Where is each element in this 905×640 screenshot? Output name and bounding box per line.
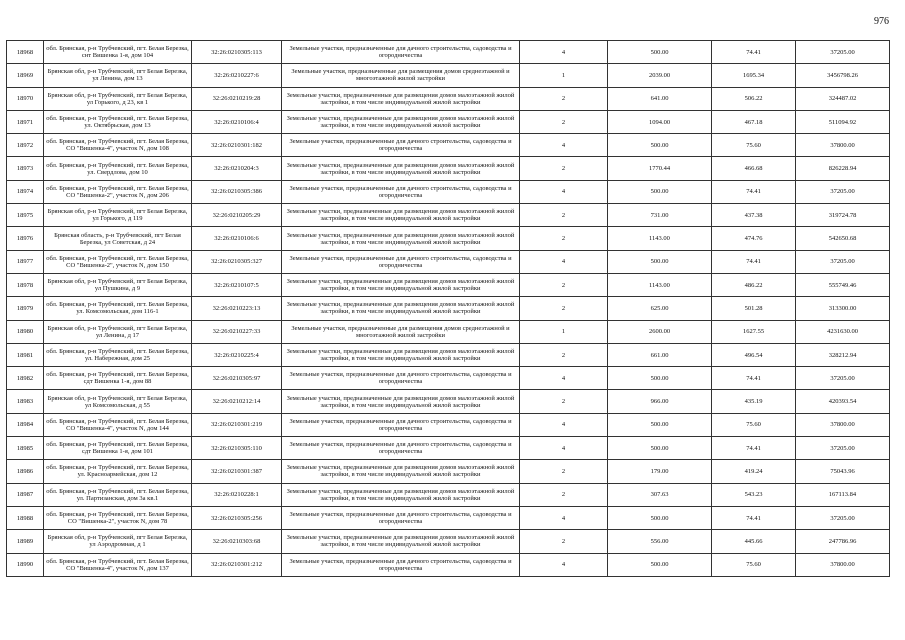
row-number: 18976: [7, 227, 44, 250]
cadastral-value-cell: 37205.00: [796, 506, 890, 529]
row-number: 18984: [7, 413, 44, 436]
cadastral-value-cell: 37205.00: [796, 41, 890, 64]
page-number: 976: [874, 16, 889, 27]
group-cell: 2: [520, 227, 608, 250]
cadastral-value-cell: 555749.46: [796, 273, 890, 296]
area-cell: 1094.00: [608, 110, 712, 133]
specific-value-cell: 486.22: [712, 273, 796, 296]
area-cell: 500.00: [608, 506, 712, 529]
group-cell: 2: [520, 297, 608, 320]
land-use-cell: Земельные участки, предназначенные для размещения домов малоэтажной жилой застройки, в том числе индивидуальной жилой застройки: [282, 343, 520, 366]
cadastral-number-cell: 32:26:0210305:256: [192, 506, 282, 529]
specific-value-cell: 75.60: [712, 134, 796, 157]
cadastral-number-cell: 32:26:0210225:4: [192, 343, 282, 366]
land-use-cell: Земельные участки, предназначенные для дачного строительства, садоводства и огородничества: [282, 134, 520, 157]
group-cell: 4: [520, 134, 608, 157]
cadastral-value-table: [6, 40, 890, 577]
row-number: 18969: [7, 64, 44, 87]
address-cell: Брянская обл, р-н Трубчевский, пгт Белая Березка, ул Горького, д 119: [44, 204, 192, 227]
address-cell: обл. Брянская, р-н Трубчевский, пгт. Белая Березка, ул. Октябрьская, дом 13: [44, 110, 192, 133]
cadastral-value-cell: 3456798.26: [796, 64, 890, 87]
cadastral-value-cell: 167113.84: [796, 483, 890, 506]
cadastral-number-cell: 32:26:0210227:6: [192, 64, 282, 87]
specific-value-cell: 74.41: [712, 367, 796, 390]
group-cell: 4: [520, 180, 608, 203]
cadastral-value-cell: 511094.92: [796, 110, 890, 133]
address-cell: обл. Брянская, р-н Трубчевский, пгт. Белая Березка, ул. Партизанская, дом 3а кв.1: [44, 483, 192, 506]
table-row: [7, 250, 890, 273]
row-number: 18987: [7, 483, 44, 506]
group-cell: 2: [520, 204, 608, 227]
row-number: 18989: [7, 530, 44, 553]
specific-value-cell: 74.41: [712, 180, 796, 203]
row-number: 18971: [7, 110, 44, 133]
table-row: [7, 343, 890, 366]
specific-value-cell: 1627.55: [712, 320, 796, 343]
table-row: [7, 320, 890, 343]
cadastral-number-cell: 32:26:0210107:5: [192, 273, 282, 296]
land-use-cell: Земельные участки, предназначенные для размещения домов малоэтажной жилой застройки, в том числе индивидуальной жилой застройки: [282, 297, 520, 320]
cadastral-value-cell: 37800.00: [796, 413, 890, 436]
land-use-cell: Земельные участки, предназначенные для размещения домов малоэтажной жилой застройки, в том числе индивидуальной жилой застройки: [282, 530, 520, 553]
area-cell: 500.00: [608, 41, 712, 64]
table-row: [7, 87, 890, 110]
cadastral-number-cell: 32:26:0210305:113: [192, 41, 282, 64]
row-number: 18973: [7, 157, 44, 180]
specific-value-cell: 74.41: [712, 506, 796, 529]
land-use-cell: Земельные участки, предназначенные для размещения домов малоэтажной жилой застройки, в том числе индивидуальной жилой застройки: [282, 110, 520, 133]
cadastral-number-cell: 32:26:0210305:110: [192, 437, 282, 460]
table-row: [7, 553, 890, 576]
table-row: [7, 273, 890, 296]
specific-value-cell: 474.76: [712, 227, 796, 250]
cadastral-value-cell: 319724.78: [796, 204, 890, 227]
group-cell: 4: [520, 437, 608, 460]
group-cell: 2: [520, 273, 608, 296]
table-row: [7, 297, 890, 320]
group-cell: 2: [520, 157, 608, 180]
address-cell: обл. Брянская, р-н Трубчевский, пгт. Белая Березка, сдт Вишенка 1-я, дом 101: [44, 437, 192, 460]
cadastral-number-cell: 32:26:0210301:387: [192, 460, 282, 483]
row-number: 18981: [7, 343, 44, 366]
group-cell: 2: [520, 110, 608, 133]
group-cell: 2: [520, 483, 608, 506]
cadastral-number-cell: 32:26:0210227:33: [192, 320, 282, 343]
group-cell: 2: [520, 390, 608, 413]
cadastral-value-cell: 37800.00: [796, 134, 890, 157]
row-number: 18982: [7, 367, 44, 390]
land-use-cell: Земельные участки, предназначенные для дачного строительства, садоводства и огородничества: [282, 180, 520, 203]
land-use-cell: Земельные участки, предназначенные для размещения домов малоэтажной жилой застройки, в том числе индивидуальной жилой застройки: [282, 204, 520, 227]
cadastral-number-cell: 32:26:0210301:219: [192, 413, 282, 436]
area-cell: 966.00: [608, 390, 712, 413]
group-cell: 2: [520, 530, 608, 553]
specific-value-cell: 74.41: [712, 250, 796, 273]
cadastral-value-cell: 37205.00: [796, 437, 890, 460]
cadastral-value-cell: 420393.54: [796, 390, 890, 413]
group-cell: 4: [520, 413, 608, 436]
specific-value-cell: 445.66: [712, 530, 796, 553]
area-cell: 500.00: [608, 413, 712, 436]
cadastral-value-cell: 313300.00: [796, 297, 890, 320]
address-cell: Брянская обл, р-н Трубчевский, пгт Белая Березка, ул Аэродромная, д 1: [44, 530, 192, 553]
row-number: 18975: [7, 204, 44, 227]
group-cell: 4: [520, 41, 608, 64]
land-use-cell: Земельные участки, предназначенные для дачного строительства, садоводства и огородничества: [282, 250, 520, 273]
address-cell: Брянская обл, р-н Трубчевский, пгт Белая Березка, ул Ленина, д 17: [44, 320, 192, 343]
land-use-cell: Земельные участки, предназначенные для дачного строительства, садоводства и огородничества: [282, 506, 520, 529]
cadastral-number-cell: 32:26:0210106:4: [192, 110, 282, 133]
area-cell: 307.63: [608, 483, 712, 506]
table-row: [7, 437, 890, 460]
row-number: 18980: [7, 320, 44, 343]
address-cell: обл. Брянская, р-н Трубчевский, пгт. Белая Березка, ул. Свердлова, дом 10: [44, 157, 192, 180]
row-number: 18990: [7, 553, 44, 576]
land-use-cell: Земельные участки, предназначенные для размещения домов среднеэтажной и многоэтажной жилой застройки: [282, 64, 520, 87]
land-use-cell: Земельные участки, предназначенные для размещения домов малоэтажной жилой застройки, в том числе индивидуальной жилой застройки: [282, 157, 520, 180]
specific-value-cell: 419.24: [712, 460, 796, 483]
area-cell: 500.00: [608, 180, 712, 203]
specific-value-cell: 435.19: [712, 390, 796, 413]
area-cell: 500.00: [608, 250, 712, 273]
cadastral-number-cell: 32:26:0210223:13: [192, 297, 282, 320]
land-use-cell: Земельные участки, предназначенные для размещения домов малоэтажной жилой застройки, в том числе индивидуальной жилой застройки: [282, 227, 520, 250]
specific-value-cell: 437.38: [712, 204, 796, 227]
cadastral-number-cell: 32:26:0210303:68: [192, 530, 282, 553]
row-number: 18968: [7, 41, 44, 64]
table-row: [7, 460, 890, 483]
address-cell: обл. Брянская, р-н Трубчевский, пгт. Белая Березка, СО "Вишенка-2", участок N, дом 78: [44, 506, 192, 529]
specific-value-cell: 506.22: [712, 87, 796, 110]
cadastral-number-cell: 32:26:0210305:327: [192, 250, 282, 273]
table-row: [7, 413, 890, 436]
cadastral-number-cell: 32:26:0210228:1: [192, 483, 282, 506]
row-number: 18986: [7, 460, 44, 483]
table-row: [7, 134, 890, 157]
address-cell: Брянская обл, р-н Трубчевский, пгт Белая Березка, ул Комсомольская, д 55: [44, 390, 192, 413]
address-cell: Брянская обл, р-н Трубчевский, пгт Белая Березка, ул Горького, д 23, кв 1: [44, 87, 192, 110]
cadastral-number-cell: 32:26:0210219:28: [192, 87, 282, 110]
cadastral-value-cell: 247786.96: [796, 530, 890, 553]
land-use-cell: Земельные участки, предназначенные для размещения домов среднеэтажной и многоэтажной жилой застройки: [282, 320, 520, 343]
row-number: 18979: [7, 297, 44, 320]
area-cell: 641.00: [608, 87, 712, 110]
area-cell: 2600.00: [608, 320, 712, 343]
area-cell: 731.00: [608, 204, 712, 227]
area-cell: 625.00: [608, 297, 712, 320]
address-cell: обл. Брянская, р-н Трубчевский, пгт. Белая Березка, ул. Красноармейская, дом 12: [44, 460, 192, 483]
area-cell: 1143.00: [608, 227, 712, 250]
table-row: [7, 483, 890, 506]
specific-value-cell: 75.60: [712, 413, 796, 436]
cadastral-value-cell: 37205.00: [796, 180, 890, 203]
area-cell: 500.00: [608, 367, 712, 390]
group-cell: 4: [520, 367, 608, 390]
address-cell: обл. Брянская, р-н Трубчевский, пгт. Белая Березка, СО "Вишенка-4", участок N, дом 144: [44, 413, 192, 436]
address-cell: обл. Брянская, р-н Трубчевский, пгт. Белая Березка, СО "Вишенка-4", участок N, дом 137: [44, 553, 192, 576]
table-row: [7, 110, 890, 133]
cadastral-value-cell: 37205.00: [796, 367, 890, 390]
specific-value-cell: 466.68: [712, 157, 796, 180]
specific-value-cell: 75.60: [712, 553, 796, 576]
land-use-cell: Земельные участки, предназначенные для дачного строительства, садоводства и огородничества: [282, 553, 520, 576]
group-cell: 4: [520, 250, 608, 273]
address-cell: обл. Брянская, р-н Трубчевский, пгт. Белая Березка, ул. Комсомольская, дом 116-1: [44, 297, 192, 320]
cadastral-value-cell: 328212.94: [796, 343, 890, 366]
group-cell: 1: [520, 320, 608, 343]
cadastral-number-cell: 32:26:0210204:3: [192, 157, 282, 180]
group-cell: 2: [520, 343, 608, 366]
land-use-cell: Земельные участки, предназначенные для размещения домов малоэтажной жилой застройки, в том числе индивидуальной жилой застройки: [282, 483, 520, 506]
table-row: [7, 41, 890, 64]
row-number: 18974: [7, 180, 44, 203]
specific-value-cell: 74.41: [712, 41, 796, 64]
land-use-cell: Земельные участки, предназначенные для размещения домов малоэтажной жилой застройки, в том числе индивидуальной жилой застройки: [282, 460, 520, 483]
table-row: [7, 506, 890, 529]
land-use-cell: Земельные участки, предназначенные для дачного строительства, садоводства и огородничества: [282, 437, 520, 460]
row-number: 18978: [7, 273, 44, 296]
table-row: [7, 390, 890, 413]
land-use-cell: Земельные участки, предназначенные для дачного строительства, садоводства и огородничества: [282, 413, 520, 436]
specific-value-cell: 467.18: [712, 110, 796, 133]
cadastral-value-cell: 4231630.00: [796, 320, 890, 343]
group-cell: 4: [520, 506, 608, 529]
land-use-cell: Земельные участки, предназначенные для дачного строительства, садоводства и огородничества: [282, 41, 520, 64]
area-cell: 179.00: [608, 460, 712, 483]
address-cell: Брянская обл, р-н Трубчевский, пгт Белая Березка, ул Ленина, дом 13: [44, 64, 192, 87]
address-cell: обл. Брянская, р-н Трубчевский, пгт. Белая Березка, СО "Вишенка-4", участок N, дом 108: [44, 134, 192, 157]
specific-value-cell: 501.28: [712, 297, 796, 320]
cadastral-value-cell: 542650.68: [796, 227, 890, 250]
specific-value-cell: 496.54: [712, 343, 796, 366]
cadastral-value-cell: 75043.96: [796, 460, 890, 483]
cadastral-value-cell: 826228.94: [796, 157, 890, 180]
cadastral-value-cell: 37205.00: [796, 250, 890, 273]
cadastral-number-cell: 32:26:0210205:29: [192, 204, 282, 227]
land-use-cell: Земельные участки, предназначенные для размещения домов малоэтажной жилой застройки, в том числе индивидуальной жилой застройки: [282, 273, 520, 296]
address-cell: обл. Брянская, р-н Трубчевский, пгт. Белая Березка, снт Вишенка 1-я, дом 104: [44, 41, 192, 64]
address-cell: обл. Брянская, р-н Трубчевский, пгт. Белая Березка, СО "Вишенка-2", участок N, дом 150: [44, 250, 192, 273]
address-cell: обл. Брянская, р-н Трубчевский, пгт. Белая Березка, сдт Вишенка 1-я, дом 88: [44, 367, 192, 390]
row-number: 18983: [7, 390, 44, 413]
table-row: [7, 64, 890, 87]
group-cell: 4: [520, 553, 608, 576]
row-number: 18985: [7, 437, 44, 460]
table-row: [7, 530, 890, 553]
cadastral-number-cell: 32:26:0210301:212: [192, 553, 282, 576]
row-number: 18988: [7, 506, 44, 529]
area-cell: 500.00: [608, 134, 712, 157]
area-cell: 1143.00: [608, 273, 712, 296]
area-cell: 500.00: [608, 437, 712, 460]
address-cell: обл. Брянская, р-н Трубчевский, пгт. Белая Березка, СО "Вишенка-2", участок N, дом 206: [44, 180, 192, 203]
table-row: [7, 367, 890, 390]
cadastral-value-cell: 37800.00: [796, 553, 890, 576]
row-number: 18972: [7, 134, 44, 157]
specific-value-cell: 74.41: [712, 437, 796, 460]
group-cell: 2: [520, 460, 608, 483]
table-row: [7, 157, 890, 180]
specific-value-cell: 1695.34: [712, 64, 796, 87]
row-number: 18977: [7, 250, 44, 273]
area-cell: 2039.00: [608, 64, 712, 87]
land-use-cell: Земельные участки, предназначенные для дачного строительства, садоводства и огородничества: [282, 367, 520, 390]
cadastral-number-cell: 32:26:0210305:97: [192, 367, 282, 390]
table-row: [7, 204, 890, 227]
cadastral-number-cell: 32:26:0210212:14: [192, 390, 282, 413]
cadastral-number-cell: 32:26:0210305:386: [192, 180, 282, 203]
area-cell: 661.00: [608, 343, 712, 366]
address-cell: обл. Брянская, р-н Трубчевский, пгт. Белая Березка, ул. Набережная, дом 25: [44, 343, 192, 366]
cadastral-value-cell: 324487.02: [796, 87, 890, 110]
address-cell: Брянская обл, р-н Трубчевский, пгт Белая Березка, ул Пушкина, д 9: [44, 273, 192, 296]
area-cell: 556.00: [608, 530, 712, 553]
specific-value-cell: 543.23: [712, 483, 796, 506]
row-number: 18970: [7, 87, 44, 110]
land-use-cell: Земельные участки, предназначенные для размещения домов малоэтажной жилой застройки, в том числе индивидуальной жилой застройки: [282, 87, 520, 110]
cadastral-number-cell: 32:26:0210301:182: [192, 134, 282, 157]
group-cell: 1: [520, 64, 608, 87]
area-cell: 500.00: [608, 553, 712, 576]
address-cell: Брянская область, р-н Трубчевский, пгт Белая Березка, ул Советская, д 24: [44, 227, 192, 250]
land-use-cell: Земельные участки, предназначенные для размещения домов малоэтажной жилой застройки, в том числе индивидуальной жилой застройки: [282, 390, 520, 413]
area-cell: 1770.44: [608, 157, 712, 180]
cadastral-number-cell: 32:26:0210106:6: [192, 227, 282, 250]
group-cell: 2: [520, 87, 608, 110]
table-row: [7, 180, 890, 203]
table-row: [7, 227, 890, 250]
